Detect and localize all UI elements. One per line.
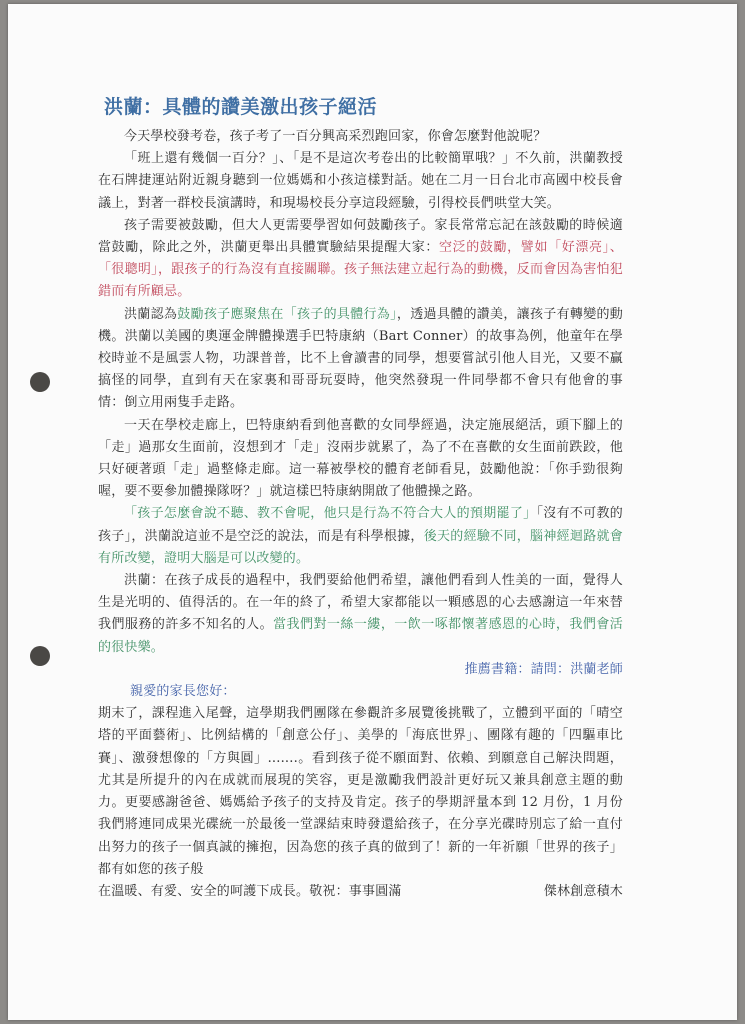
recommend-row (98, 659, 623, 681)
paragraph-6-text: 「沒有不可教的孩子」，洪蘭說這並不是空泛的說法，而是有科學根據， (98, 506, 623, 544)
paragraph-5: 一天在學校走廊上，巴特康納看到他喜歡的女同學經過，決定施展絕活，頭下腳上的「走」過那女生面前，沒想到才「走」沒兩步就累了，為了不在喜歡的女生面前跌跤，他只好硬著頭「走」過整條走廊。這一幕被學校的體育老師看見，鼓勵他說：「你手勁很夠喔，要不要參加體操隊呀？」就這樣巴特康納開啟了他體操之路。 (98, 417, 623, 500)
article (98, 94, 623, 903)
letter-greeting: 親愛的家長您好： (130, 684, 236, 700)
letter-body: 期末了，課程進入尾聲，這學期我們團隊在參觀許多展覽後挑戰了，立體到平面的「晴空塔的平面藝術」、比例結構的「創意公仔」、美學的「海底世界」、團隊有趣的「四驅車比賽」、激發想像的「方與圓」.......。看到孩子從不願面對、依賴、到願意自己解決問題，尤其是所提升的內在成就而展現的笑容，更是激勵我們設計更好玩又兼具創意主題的動力。更要感謝爸爸、媽媽給予孩子的支持及肯定。孩子的學期評量本到 12 月份，1 月份我們將連同成果光碟統一於最後一堂課結束時發還給孩子，在分享光碟時別忘了給一直付出努力的孩子一個真誠的擁抱，因為您的孩子真的做到了！新的一年祈願「世界的孩子」都有如您的孩子般 (98, 706, 623, 877)
paragraph-4 (98, 304, 623, 415)
paper-sheet (8, 4, 737, 1020)
letter-signature: 傑林創意積木 (543, 883, 623, 899)
highlight-red: 空泛的鼓勵，譬如「好漂亮」、「很聰明」，跟孩子的行為沒有直接關聯。孩子無法建立起行為的動機，反而會因為害怕犯錯而有所顧忌。 (98, 240, 623, 300)
paragraph-7 (98, 570, 623, 659)
highlight-green: 鼓勵孩子應聚焦在「孩子的具體行為」 (177, 306, 397, 322)
highlight-green-2: 後天的經驗不同，腦神經迴路就會有所改變，證明大腦是可以改變的。 (98, 528, 623, 566)
paragraph-4-text-b: ，透過具體的讚美，讓孩子有轉變的動機。洪蘭以美國的奧運金牌體操選手巴特康納（Bart Conner）的故事為例，他童年在學校時並不是風雲人物，功課普普，比不上會讀書的同學，想要嘗試引他人目光，又要不贏搞怪的同學，直到有天在家裏和哥哥玩耍時，他突然發現一件同學都不會只有他會的事情：倒立用兩隻手走路。 (98, 306, 623, 411)
paragraph-2: 「班上還有幾個一百分？」、「是不是這次考卷出的比較簡單哦？」不久前，洪蘭教授在石牌捷運站附近親身聽到一位媽媽和小孩這樣對話。她在二月一日台北市高國中校長會議上，對著一群校長演講時，和現場校長分享這段經驗，引得校長們哄堂大笑。 (98, 151, 623, 211)
paragraph-4-text-a: 洪蘭認為 (124, 306, 178, 322)
paragraph-7-text: 洪蘭：在孩子成長的過程中，我們要給他們希望，讓他們看到人性美的一面，覺得人生是光明的、值得活的。在一年的終了，希望大家都能以一顆感恩的心去感謝這一年來替我們服務的許多不知名的人。 (98, 573, 623, 633)
paragraph-3 (98, 215, 623, 304)
paragraph-1: 今天學校發考卷，孩子考了一百分興高采烈跑回家，你會怎麼對他說呢？ (124, 129, 547, 144)
article-title: 洪蘭：具體的讚美激出孩子絕活 (104, 96, 378, 118)
letter-closing-row (98, 881, 623, 903)
recommended-book: 推薦書籍：請問：洪蘭老師 (464, 661, 623, 677)
paragraph-3-text: 孩子需要被鼓勵，但大人更需要學習如何鼓勵孩子。家長常常忘記在該鼓勵的時候適當鼓勵，除此之外，洪蘭更舉出具體實驗結果提醒大家： (98, 217, 623, 256)
punch-hole-bottom (30, 646, 50, 666)
highlight-green-3: 當我們對一絲一縷，一飲一啄都懷著感恩的心時，我們會活的很快樂。 (98, 617, 623, 655)
letter-closing: 在溫暖、有愛、安全的呵護下成長。敬祝：事事圓滿 (98, 883, 402, 899)
quote-green: 「孩子怎麼會說不聽、教不會呢，他只是行為不符合大人的預期罷了」 (124, 506, 537, 522)
paragraph-6 (98, 503, 623, 570)
punch-hole-top (30, 372, 50, 392)
